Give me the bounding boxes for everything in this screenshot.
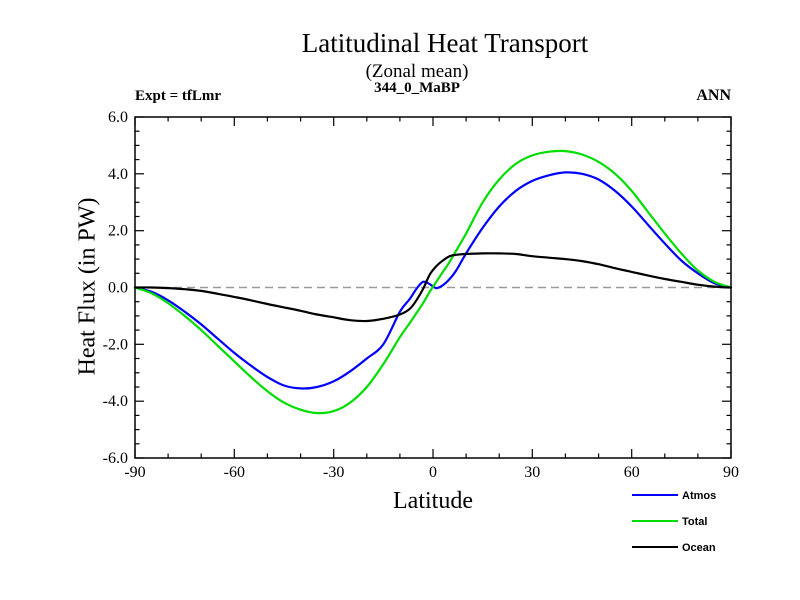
series-total-line bbox=[135, 151, 731, 413]
y-axis-title: Heat Flux (in PW) bbox=[74, 197, 101, 376]
y-tick-label: 2.0 bbox=[108, 222, 128, 240]
x-tick-label: 60 bbox=[623, 464, 640, 481]
y-tick-label: -4.0 bbox=[102, 393, 128, 411]
x-tick-label: 30 bbox=[524, 464, 541, 481]
y-tick-label: 6.0 bbox=[108, 109, 128, 126]
x-axis-title: Latitude bbox=[393, 488, 473, 514]
y-tick-label: -6.0 bbox=[102, 450, 128, 467]
experiment-id-label: 344_0_MaBP bbox=[374, 80, 460, 96]
x-tick-label: 90 bbox=[723, 464, 739, 481]
x-tick-label: -90 bbox=[124, 464, 146, 481]
y-tick-label: 4.0 bbox=[108, 165, 128, 183]
season-label: ANN bbox=[696, 87, 731, 104]
y-tick-label: 0.0 bbox=[108, 279, 128, 297]
legend-label-total: Total bbox=[682, 516, 708, 528]
x-tick-label: 0 bbox=[429, 464, 437, 481]
chart-title: Latitudinal Heat Transport bbox=[301, 28, 589, 58]
experiment-name-label: Expt = tfLmr bbox=[135, 88, 222, 104]
legend-label-ocean: Ocean bbox=[682, 542, 716, 554]
y-tick-label: -2.0 bbox=[102, 336, 128, 354]
legend-label-atmos: Atmos bbox=[682, 490, 717, 502]
x-tick-label: -30 bbox=[323, 464, 345, 481]
x-tick-label: -60 bbox=[223, 464, 245, 481]
chart-subtitle: (Zonal mean) bbox=[365, 61, 469, 82]
